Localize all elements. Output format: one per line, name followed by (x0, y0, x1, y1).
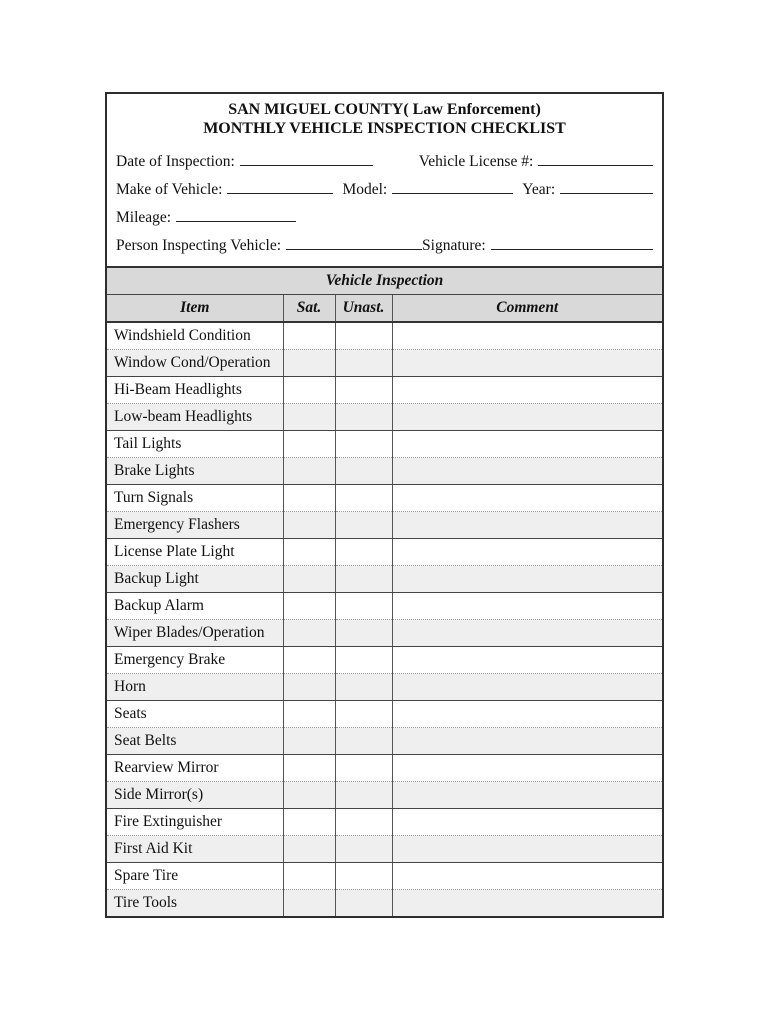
sat-cell[interactable] (283, 350, 335, 377)
comment-cell[interactable] (392, 485, 662, 512)
model-blank[interactable] (392, 180, 513, 194)
comment-cell[interactable] (392, 701, 662, 728)
vehicle-license-blank[interactable] (538, 152, 653, 166)
make-of-vehicle-blank[interactable] (227, 180, 333, 194)
year-blank[interactable] (560, 180, 653, 194)
comment-cell[interactable] (392, 458, 662, 485)
item-cell: Side Mirror(s) (107, 782, 283, 809)
table-row (107, 512, 662, 539)
item-cell: Rearview Mirror (107, 755, 283, 782)
unast-cell[interactable] (335, 350, 392, 377)
inspection-table (107, 295, 662, 916)
comment-column-header: Comment (392, 295, 662, 322)
sat-cell[interactable] (283, 836, 335, 863)
sat-cell[interactable] (283, 809, 335, 836)
mileage-blank[interactable] (176, 208, 296, 222)
comment-cell[interactable] (392, 890, 662, 917)
table-row (107, 620, 662, 647)
item-cell: Backup Alarm (107, 593, 283, 620)
sat-cell[interactable] (283, 593, 335, 620)
comment-cell[interactable] (392, 539, 662, 566)
comment-cell[interactable] (392, 809, 662, 836)
table-row (107, 566, 662, 593)
field-line-mileage (116, 208, 653, 227)
sat-column-header: Sat. (283, 295, 335, 322)
person-inspecting-blank[interactable] (286, 236, 422, 250)
item-cell: Wiper Blades/Operation (107, 620, 283, 647)
item-cell: Emergency Brake (107, 647, 283, 674)
table-row (107, 485, 662, 512)
unast-cell[interactable] (335, 809, 392, 836)
sat-cell[interactable] (283, 782, 335, 809)
unast-cell[interactable] (335, 322, 392, 350)
item-column-header: Item (107, 295, 283, 322)
signature-blank[interactable] (491, 236, 653, 250)
comment-cell[interactable] (392, 836, 662, 863)
table-row (107, 404, 662, 431)
table-row (107, 863, 662, 890)
year-label: Year: (522, 181, 556, 198)
table-row (107, 593, 662, 620)
header-row (107, 295, 662, 322)
comment-cell[interactable] (392, 431, 662, 458)
sat-cell[interactable] (283, 322, 335, 350)
person-inspecting-label: Person Inspecting Vehicle: (116, 237, 282, 254)
mileage-label: Mileage: (116, 209, 172, 226)
comment-cell[interactable] (392, 512, 662, 539)
table-row (107, 350, 662, 377)
item-cell: Seat Belts (107, 728, 283, 755)
sat-cell[interactable] (283, 377, 335, 404)
comment-cell[interactable] (392, 674, 662, 701)
item-cell: Tail Lights (107, 431, 283, 458)
item-cell: Seats (107, 701, 283, 728)
sat-cell[interactable] (283, 458, 335, 485)
item-cell: Turn Signals (107, 485, 283, 512)
item-cell: Spare Tire (107, 863, 283, 890)
unast-cell[interactable] (335, 755, 392, 782)
table-row (107, 458, 662, 485)
item-cell: Brake Lights (107, 458, 283, 485)
sat-cell[interactable] (283, 539, 335, 566)
sat-cell[interactable] (283, 512, 335, 539)
unast-cell[interactable] (335, 863, 392, 890)
unast-cell[interactable] (335, 404, 392, 431)
make-of-vehicle-label: Make of Vehicle: (116, 181, 223, 198)
item-cell: First Aid Kit (107, 836, 283, 863)
item-cell: Window Cond/Operation (107, 350, 283, 377)
item-cell: Emergency Flashers (107, 512, 283, 539)
model-label: Model: (342, 181, 388, 198)
unast-cell[interactable] (335, 485, 392, 512)
unast-cell[interactable] (335, 539, 392, 566)
item-cell: Windshield Condition (107, 322, 283, 350)
item-cell: Hi-Beam Headlights (107, 377, 283, 404)
unast-cell[interactable] (335, 566, 392, 593)
comment-cell[interactable] (392, 404, 662, 431)
comment-cell[interactable] (392, 728, 662, 755)
unast-column-header: Unast. (335, 295, 392, 322)
vehicle-license-label: Vehicle License #: (418, 153, 534, 170)
comment-cell[interactable] (392, 566, 662, 593)
field-line-date-license (116, 152, 653, 171)
unast-cell[interactable] (335, 701, 392, 728)
unast-cell[interactable] (335, 593, 392, 620)
date-of-inspection-blank[interactable] (240, 152, 373, 166)
comment-cell[interactable] (392, 782, 662, 809)
field-line-make-model-year (116, 180, 653, 199)
form-title (116, 100, 653, 138)
signature-label: Signature: (422, 237, 486, 254)
table-row (107, 728, 662, 755)
section-title: Vehicle Inspection (107, 266, 662, 295)
unast-cell[interactable] (335, 512, 392, 539)
sat-cell[interactable] (283, 566, 335, 593)
table-row (107, 701, 662, 728)
unast-cell[interactable] (335, 782, 392, 809)
unast-cell[interactable] (335, 458, 392, 485)
unast-cell[interactable] (335, 674, 392, 701)
field-line-person-signature (116, 236, 653, 255)
comment-cell[interactable] (392, 620, 662, 647)
sat-cell[interactable] (283, 647, 335, 674)
item-cell: Low-beam Headlights (107, 404, 283, 431)
sat-cell[interactable] (283, 674, 335, 701)
comment-cell[interactable] (392, 755, 662, 782)
comment-cell[interactable] (392, 647, 662, 674)
item-cell: Fire Extinguisher (107, 809, 283, 836)
sat-cell[interactable] (283, 755, 335, 782)
item-cell: License Plate Light (107, 539, 283, 566)
form-title-line1: SAN MIGUEL COUNTY( Law Enforcement) (228, 101, 541, 118)
unast-cell[interactable] (335, 728, 392, 755)
unast-cell[interactable] (335, 620, 392, 647)
unast-cell[interactable] (335, 431, 392, 458)
table-row (107, 755, 662, 782)
comment-cell[interactable] (392, 350, 662, 377)
unast-cell[interactable] (335, 890, 392, 917)
inspection-table-body (107, 322, 662, 916)
comment-cell[interactable] (392, 322, 662, 350)
table-row (107, 647, 662, 674)
table-row (107, 322, 662, 350)
table-row (107, 782, 662, 809)
sat-cell[interactable] (283, 620, 335, 647)
item-cell: Horn (107, 674, 283, 701)
unast-cell[interactable] (335, 377, 392, 404)
comment-cell[interactable] (392, 863, 662, 890)
table-row (107, 674, 662, 701)
unast-cell[interactable] (335, 647, 392, 674)
form-header (107, 94, 662, 266)
table-row (107, 377, 662, 404)
table-row (107, 809, 662, 836)
sat-cell[interactable] (283, 485, 335, 512)
sat-cell[interactable] (283, 431, 335, 458)
unast-cell[interactable] (335, 836, 392, 863)
sat-cell[interactable] (283, 728, 335, 755)
item-cell: Tire Tools (107, 890, 283, 917)
comment-cell[interactable] (392, 377, 662, 404)
comment-cell[interactable] (392, 593, 662, 620)
inspection-table-head (107, 295, 662, 322)
sat-cell[interactable] (283, 404, 335, 431)
sat-cell[interactable] (283, 701, 335, 728)
sat-cell[interactable] (283, 890, 335, 917)
table-row (107, 539, 662, 566)
table-row (107, 890, 662, 917)
table-row (107, 836, 662, 863)
item-cell: Backup Light (107, 566, 283, 593)
form-title-line2: MONTHLY VEHICLE INSPECTION CHECKLIST (203, 120, 566, 137)
inspection-form (105, 92, 664, 918)
sat-cell[interactable] (283, 863, 335, 890)
table-row (107, 431, 662, 458)
date-of-inspection-label: Date of Inspection: (116, 153, 235, 170)
